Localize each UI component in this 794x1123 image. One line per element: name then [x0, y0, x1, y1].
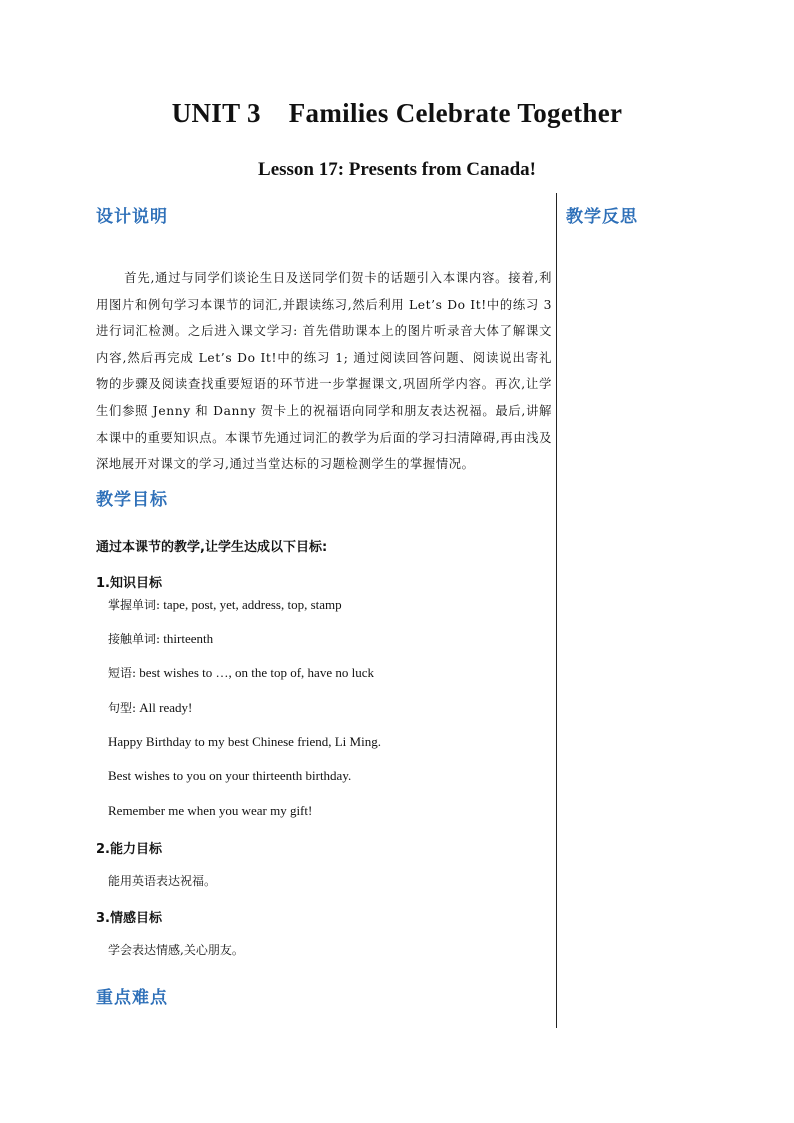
keypoints-heading: 重点难点	[96, 988, 168, 1008]
sentence-label: 句型:	[108, 701, 137, 715]
emotion-goal-title: 3.情感目标	[96, 911, 162, 926]
sentence-line	[108, 699, 192, 716]
ability-goal-text-content: 能用英语表达祝福。	[108, 874, 217, 888]
contact-words: thirteenth	[163, 631, 214, 646]
goals-heading: 教学目标	[96, 490, 168, 510]
knowledge-goal-title: 1.知识目标	[96, 576, 162, 591]
goals-intro: 通过本课节的教学,让学生达成以下目标:	[96, 540, 328, 555]
design-paragraph: 首先,通过与同学们谈论生日及送同学们贺卡的话题引入本课内容。接着,利用图片和例句学习本课节的词汇,并跟读练习,然后利用 Let’s Do It!中的练习 3 进行词汇检测。之后进入课文学习: 首先借助课本上的图片听录音大体了解课文内容,然后再完成 Let’s Do It!中的练习 1; 通过阅读回答问题、阅读说出寄礼物的步骤及阅读查找重要短语的环节进一步掌握课文,巩固所学内容。再次,让学生们参照 Jenny 和 Danny 贺卡上的祝福语向同学和朋友表达祝福。最后,讲解本课中的重要知识点。本课节先通过词汇的教学为后面的学习扫清障碍,再由浅及深地展开对课文的学习,通过当堂达标的习题检测学生的掌握情况。	[96, 271, 552, 472]
phrases: best wishes to …, on the top of, have no luck	[139, 665, 374, 680]
contact-words-label: 接触单词:	[108, 632, 161, 646]
column-divider	[556, 193, 557, 1028]
sentence-2: Happy Birthday to my best Chinese friend, Li Ming.	[108, 734, 381, 749]
emotion-goal-text	[108, 941, 244, 958]
unit-label: UNIT 3	[171, 98, 261, 128]
phrases-label: 短语:	[108, 666, 137, 680]
lesson-title: Lesson 17: Presents from Canada!	[258, 159, 536, 180]
reflection-heading: 教学反思	[566, 207, 638, 227]
master-words-label: 掌握单词:	[108, 598, 161, 612]
master-words-line	[108, 596, 342, 613]
ability-goal-title: 2.能力目标	[96, 842, 162, 857]
master-words: tape, post, yet, address, top, stamp	[163, 597, 342, 612]
emotion-goal-text-content: 学会表达情感,关心朋友。	[108, 943, 244, 957]
sentence-3: Best wishes to you on your thirteenth birthday.	[108, 768, 352, 783]
contact-words-line	[108, 630, 213, 647]
ability-goal-text	[108, 872, 216, 889]
phrases-line	[108, 664, 374, 681]
unit-name: Families Celebrate Together	[288, 98, 623, 128]
unit-title	[0, 98, 794, 129]
design-heading: 设计说明	[96, 207, 168, 227]
sentence-4: Remember me when you wear my gift!	[108, 803, 313, 818]
sentence-1: All ready!	[139, 700, 193, 715]
